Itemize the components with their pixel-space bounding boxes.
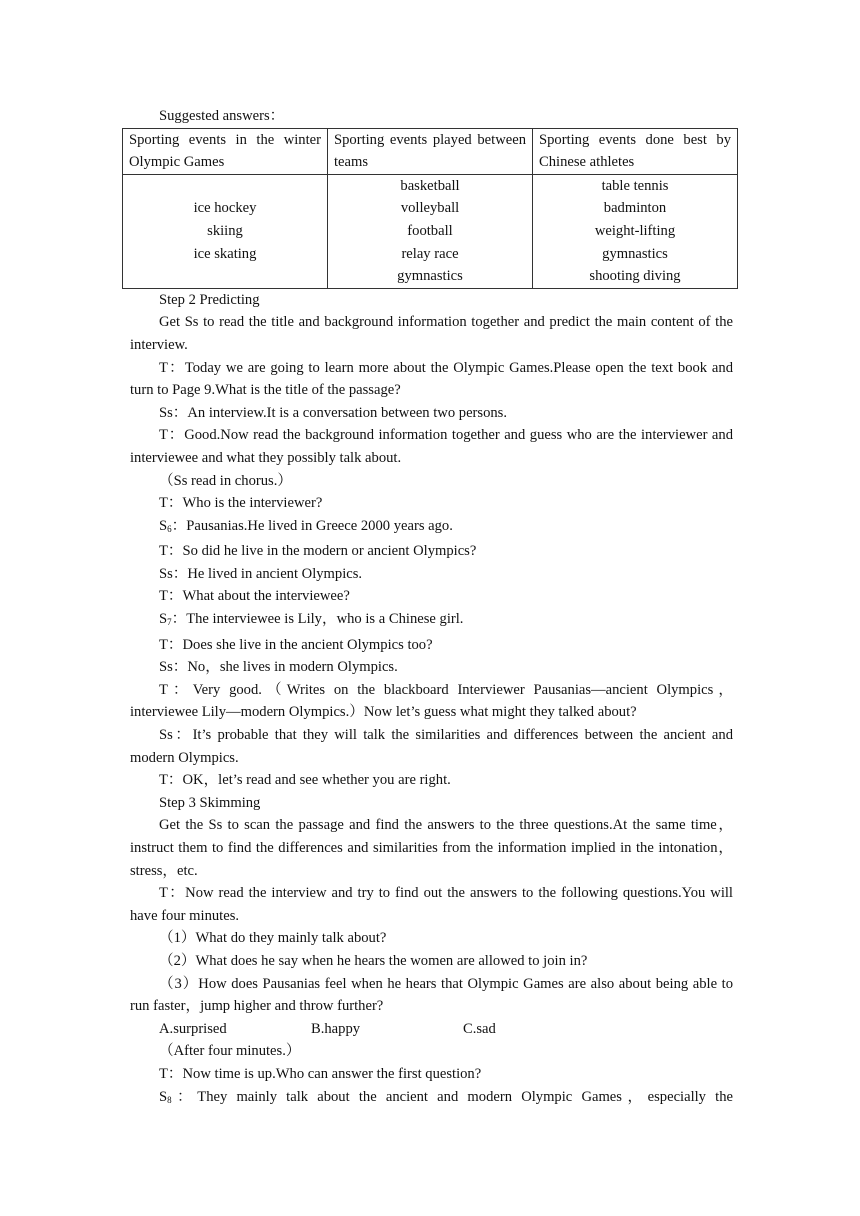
question-item: （1）What do they mainly talk about? <box>159 930 387 947</box>
list-item: gymnastics <box>602 245 668 262</box>
dialog-line: Ss：He lived in ancient Olympics. <box>159 565 363 582</box>
step3-description: Get the Ss to scan the passage and find the answers to the three questions.At the same time，instruct them to find the differences and similarities from the information implied in the intonation，stress，etc. <box>130 817 733 879</box>
dialog-line: Ss：No，she lives in modern Olympics. <box>159 659 398 676</box>
table-body-row <box>123 174 738 288</box>
dialog-line-s6 <box>130 515 733 541</box>
dialog-line-s8 <box>130 1086 733 1112</box>
dialog-text: ：The interviewee is Lily，who is a Chinese girl. <box>171 611 464 628</box>
list-item: basketball <box>400 177 460 194</box>
option-c: C.sad <box>463 1020 496 1037</box>
table-header-row <box>123 128 738 174</box>
list-item: volleyball <box>400 200 460 217</box>
option-a: A.surprised <box>159 1020 227 1037</box>
list-item: ice hockey <box>193 200 257 217</box>
dialog-line: T：OK，let’s read and see whether you are right. <box>159 772 451 789</box>
header-winter-events: Sporting events in the winter Olympic Games <box>123 128 328 174</box>
after-note: （After four minutes.） <box>159 1043 301 1060</box>
dialog-line: T：Now time is up.Who can answer the first question? <box>159 1065 482 1082</box>
dialog-line: T：What about the interviewee? <box>159 588 350 605</box>
list-item: ice skating <box>193 245 257 262</box>
speaker-number: 8 <box>167 1094 172 1105</box>
option-b: B.happy <box>311 1020 361 1037</box>
list-item: football <box>407 222 453 239</box>
speaker-label: S <box>159 611 168 628</box>
list-item: badminton <box>603 200 667 217</box>
dialog-line: T：So did he live in the modern or ancient Olympics? <box>159 543 477 560</box>
list-item: shooting diving <box>589 268 681 285</box>
speaker-label: S <box>159 517 168 534</box>
dialog-line: T：Good.Now read the background information together and guess who are the interviewer and interviewee and what they possibly talk about. <box>130 427 733 466</box>
list-item: skiing <box>207 222 243 239</box>
header-chinese-best-events: Sporting events done best by Chinese athletes <box>533 128 738 174</box>
team-events-cell <box>328 174 533 288</box>
chinese-best-events-cell <box>533 174 738 288</box>
list-item: table tennis <box>601 177 669 194</box>
step2-heading: Step 2 Predicting <box>159 291 260 308</box>
dialog-line: T：Does she live in the ancient Olympics too? <box>159 636 433 653</box>
winter-events-cell <box>123 174 328 288</box>
dialog-line: Ss：It’s probable that they will talk the similarities and differences between the ancient and modern Olympics. <box>130 727 733 766</box>
header-team-events: Sporting events played between teams <box>328 128 533 174</box>
speaker-number: 6 <box>167 523 172 534</box>
question-item: （2）What does he say when he hears the women are allowed to join in? <box>159 952 588 969</box>
dialog-line: T：Today we are going to learn more about the Olympic Games.Please open the text book and turn to Page 9.What is the title of the passage? <box>130 359 733 399</box>
dialog-line: （Ss read in chorus.） <box>159 472 292 489</box>
step3-teacher-line: T：Now read the interview and try to find out the answers to the following questions.You will have four minutes. <box>130 885 733 924</box>
question-item: （3）How does Pausanias feel when he hears that Olympic Games are also about being able to run faster，jump higher and throw further? <box>130 975 733 1015</box>
step2-description: Get Ss to read the title and background information together and predict the main content of the interview. <box>130 314 733 353</box>
list-item: relay race <box>401 245 459 262</box>
document-page <box>130 105 733 1111</box>
dialog-line: Ss：An interview.It is a conversation between two persons. <box>159 404 508 421</box>
suggested-answers-label: Suggested answers： <box>159 108 285 124</box>
speaker-number: 7 <box>167 617 172 628</box>
dialog-line: T：Who is the interviewer? <box>159 495 323 512</box>
dialog-line: T：Very good.（Writes on the blackboard Interviewer Pausanias—ancient Olympics，interviewee Lily—modern Olympics.）Now let’s guess what might they talked about? <box>130 681 733 721</box>
list-item: weight-lifting <box>594 222 676 239</box>
dialog-text: ：They mainly talk about the ancient and modern Olympic Games，especially the <box>171 1088 733 1105</box>
answer-options <box>130 1018 733 1041</box>
dialog-text: ：Pausanias.He lived in Greece 2000 years ago. <box>171 517 453 534</box>
step3-heading: Step 3 Skimming <box>159 794 261 811</box>
speaker-label: S <box>159 1088 168 1105</box>
list-item: gymnastics <box>397 268 463 285</box>
answers-table <box>122 128 738 289</box>
dialog-line-s7 <box>130 608 733 634</box>
